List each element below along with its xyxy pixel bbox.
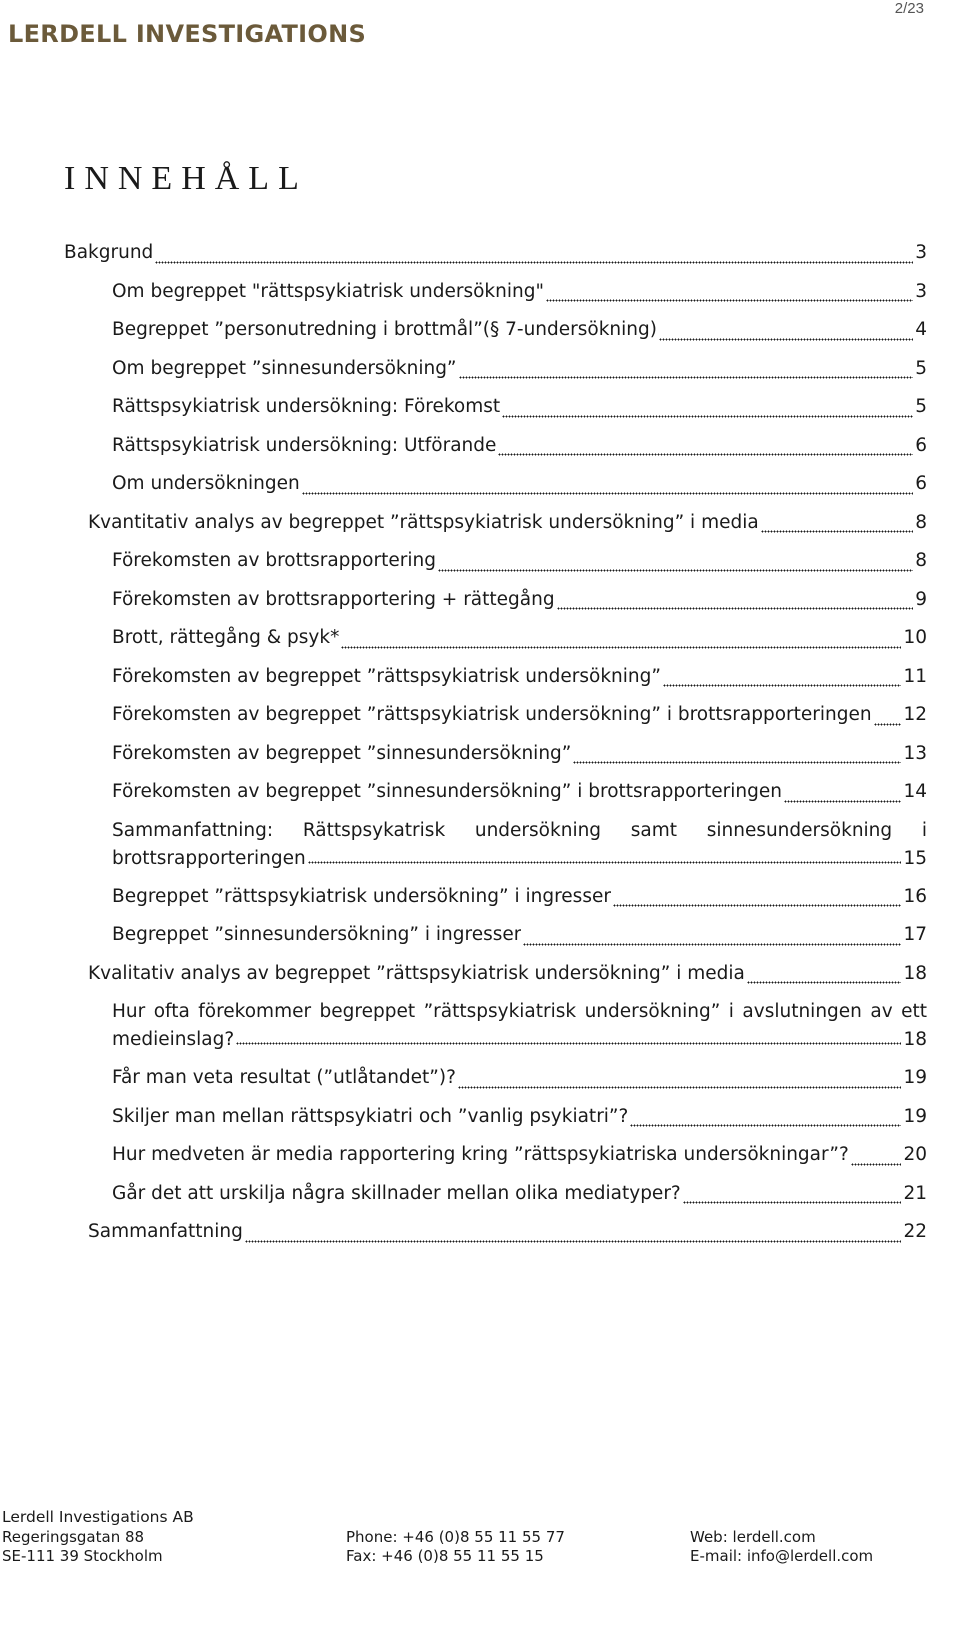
toc-entry[interactable]	[64, 350, 927, 389]
dot-leader	[302, 491, 913, 495]
footer-address-street: Regeringsgatan 88	[2, 1528, 145, 1546]
toc-entry-page: 19	[903, 1067, 927, 1088]
toc-entry-title: Om undersökningen	[112, 473, 300, 494]
toc-entry-title: Förekomsten av begreppet ”sinnesundersökning”	[112, 742, 572, 764]
dot-leader	[761, 529, 914, 533]
toc-entry-page: 11	[903, 665, 927, 687]
toc-entry-title: Förekomsten av begreppet ”rättspsykiatrisk undersökning” i brottsrapporteringen	[112, 704, 872, 725]
toc-entry-title: Förekomsten av brottsrapportering	[112, 550, 436, 571]
toc-entry[interactable]	[64, 735, 927, 774]
toc-entry-page: 8	[915, 511, 927, 533]
toc-entry[interactable]	[64, 916, 927, 955]
toc-entry[interactable]	[64, 427, 927, 466]
toc-entry[interactable]	[64, 1213, 927, 1252]
dot-leader	[245, 1239, 902, 1243]
toc-entry-page: 14	[903, 781, 927, 802]
dot-leader	[557, 606, 914, 610]
toc-entry[interactable]	[64, 234, 927, 273]
toc-entry-page: 22	[903, 1221, 927, 1242]
dot-leader	[458, 1085, 902, 1089]
toc-entry-page: 12	[903, 704, 927, 725]
toc-entry[interactable]	[64, 542, 927, 581]
toc-entry[interactable]	[64, 311, 927, 350]
footer-email: E-mail: info@lerdell.com	[690, 1547, 874, 1565]
dot-leader	[308, 860, 902, 864]
toc-entry-page: 6	[915, 473, 927, 494]
toc-entry[interactable]	[64, 658, 927, 697]
toc-entry-page: 3	[915, 280, 927, 302]
toc-entry-title: Hur medveten är media rapportering kring ”rättspsykiatriska undersökningar”?	[112, 1144, 849, 1165]
dot-leader	[498, 452, 913, 456]
toc-entry-title: Förekomsten av begreppet ”sinnesundersökning” i brottsrapporteringen	[112, 781, 782, 802]
toc-entry-title: Begreppet ”personutredning i brottmål”(§ 7-undersökning)	[112, 319, 657, 340]
toc-entry-title: Sammanfattning	[88, 1221, 243, 1242]
toc-entry[interactable]	[64, 581, 927, 620]
toc-entry-page: 10	[903, 627, 927, 648]
dot-leader	[613, 903, 902, 907]
footer-phone: Phone: +46 (0)8 55 11 55 77	[346, 1528, 565, 1546]
toc-entry-title: Rättspsykiatrisk undersökning: Utförande	[112, 434, 497, 456]
toc-entry-page: 15	[903, 847, 927, 869]
toc-entry-page: 5	[915, 357, 927, 379]
toc-entry-title: Förekomsten av brottsrapportering + rättegång	[112, 588, 555, 610]
toc-entry-title: brottsrapporteringen	[112, 847, 306, 869]
toc-entry-page: 13	[903, 742, 927, 764]
toc-entry-page: 20	[903, 1144, 927, 1165]
dot-leader	[155, 260, 913, 264]
dot-leader	[747, 980, 902, 984]
toc-entry[interactable]	[64, 504, 927, 543]
dot-leader	[341, 645, 901, 649]
toc-entry-title: Rättspsykiatrisk undersökning: Förekomst	[112, 396, 501, 417]
toc-entry-page: 17	[903, 924, 927, 945]
toc-entry-page: 21	[903, 1182, 927, 1204]
toc-entry-page: 8	[915, 550, 927, 571]
toc-entry[interactable]	[64, 1136, 927, 1175]
toc-entry[interactable]	[64, 1098, 927, 1137]
dot-leader	[523, 942, 901, 946]
toc-entry[interactable]	[64, 878, 927, 917]
dot-leader	[630, 1123, 901, 1127]
toc-entry-title: Begreppet ”rättspsykiatrisk undersökning” i ingresser	[112, 885, 611, 907]
toc-entry-title: medieinslag?	[112, 1029, 235, 1050]
toc-entry-title: Kvalitativ analys av begreppet ”rättspsykiatrisk undersökning” i media	[88, 962, 745, 984]
toc-entry[interactable]	[64, 465, 927, 504]
toc-entry-page: 4	[915, 319, 927, 340]
toc-entry-title: Kvantitativ analys av begreppet ”rättspsykiatrisk undersökning” i media	[88, 511, 759, 533]
brand-logo-text: LERDELL INVESTIGATIONS	[8, 20, 367, 48]
toc-entry-title: Om begreppet "rättspsykiatrisk undersökning"	[112, 280, 544, 302]
toc-entry-title: Brott, rättegång & psyk*	[112, 627, 340, 648]
toc-entry-title-line1: Hur ofta förekommer begreppet ”rättspsykiatrisk undersökning” i avslutningen av ett	[112, 1001, 927, 1022]
toc-entry-page: 9	[915, 588, 927, 610]
table-of-contents	[64, 234, 927, 1252]
dot-leader	[659, 337, 913, 341]
toc-entry[interactable]	[64, 993, 927, 1059]
toc-entry-title: Om begreppet ”sinnesundersökning”	[112, 357, 457, 379]
toc-entry-title: Förekomsten av begreppet ”rättspsykiatrisk undersökning”	[112, 665, 661, 687]
footer-fax: Fax: +46 (0)8 55 11 55 15	[346, 1547, 544, 1565]
dot-leader	[663, 683, 901, 687]
dot-leader	[874, 722, 902, 726]
dot-leader	[502, 414, 913, 418]
toc-entry-title: Får man veta resultat (”utlåtandet”)?	[112, 1067, 456, 1088]
toc-entry-page: 5	[915, 396, 927, 417]
footer-company: Lerdell Investigations AB	[2, 1508, 194, 1526]
toc-entry-title: Går det att urskilja några skillnader mellan olika mediatyper?	[112, 1182, 681, 1204]
toc-entry[interactable]	[64, 773, 927, 812]
toc-entry-page: 18	[903, 962, 927, 984]
dot-leader	[573, 760, 901, 764]
toc-entry-page: 6	[915, 434, 927, 456]
toc-entry[interactable]	[64, 696, 927, 735]
dot-leader	[784, 799, 901, 803]
toc-entry-title-line1: Sammanfattning: Rättspsykatrisk undersökning samt sinnesundersökning i	[112, 819, 927, 841]
toc-entry[interactable]	[64, 619, 927, 658]
toc-title: INNEHÅLL	[64, 160, 308, 197]
dot-leader	[683, 1200, 902, 1204]
toc-entry[interactable]	[64, 388, 927, 427]
toc-entry[interactable]	[64, 1175, 927, 1214]
toc-entry-title: Skiljer man mellan rättspsykiatri och ”vanlig psykiatri”?	[112, 1105, 629, 1127]
toc-entry-title: Bakgrund	[64, 242, 154, 263]
toc-entry-page: 16	[903, 885, 927, 907]
toc-entry[interactable]	[64, 273, 927, 312]
toc-entry-page: 19	[903, 1105, 927, 1127]
dot-leader	[459, 375, 914, 379]
dot-leader	[546, 298, 913, 302]
dot-leader	[851, 1162, 902, 1166]
toc-entry-page: 18	[903, 1029, 927, 1050]
footer	[2, 1508, 960, 1566]
toc-entry[interactable]	[64, 812, 927, 878]
page-number: 2/23	[894, 0, 924, 17]
footer-web: Web: lerdell.com	[690, 1528, 816, 1546]
toc-entry-title: Begreppet ”sinnesundersökning” i ingresser	[112, 924, 522, 945]
dot-leader	[236, 1041, 901, 1045]
toc-entry[interactable]	[64, 955, 927, 994]
dot-leader	[438, 568, 913, 572]
toc-entry-page: 3	[915, 242, 927, 263]
toc-entry[interactable]	[64, 1059, 927, 1098]
footer-address-city: SE-111 39 Stockholm	[2, 1547, 163, 1565]
